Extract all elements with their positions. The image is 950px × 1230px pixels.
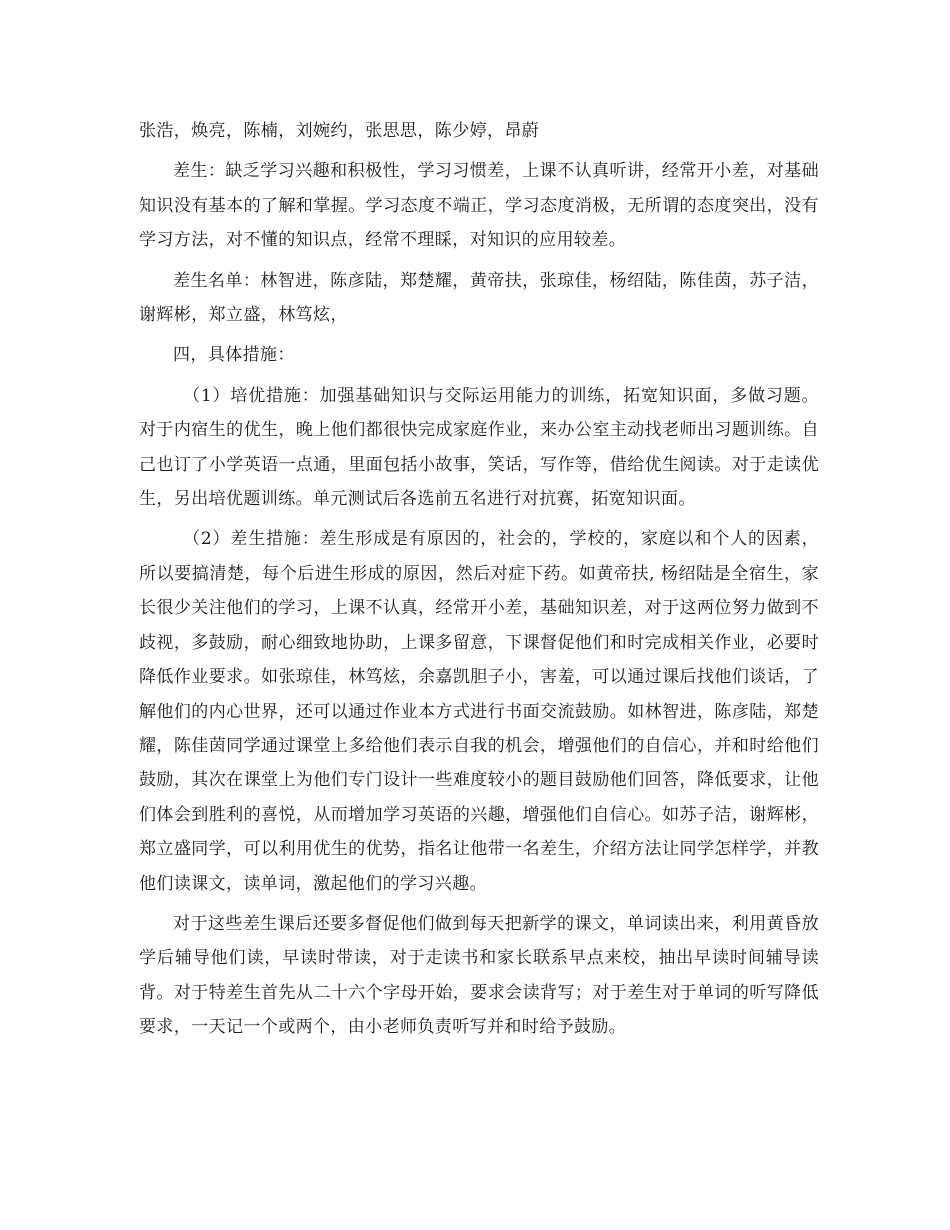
measure-top-students: （1）培优措施：加强基础知识与交际运用能力的训练，拓宽知识面，多做习题。对于内宿生的优生，晚上他们都很快完成家庭作业，来办公室主动找老师出习题训练。自己也订了小学英语一点通，里面包括小故事，笑话，写作等，借给优生阅读。对于走读优生，另出培优题训练。单元测试后各选前五名进行对抗赛，拓宽知识面。 <box>139 385 819 510</box>
poor-students-list: 差生名单：林智进，陈彦陆，郑楚耀，黄帝扶，张琼佳，杨绍陆，陈佳茵，苏子洁，谢辉彬，郑立盛，林笃炫， <box>139 270 819 326</box>
poor-students-description: 差生：缺乏学习兴趣和积极性，学习习惯差，上课不认真听讲，经常开小差，对基础知识没有基本的了解和掌握。学习态度不端正，学习态度消极，无所谓的态度突出，没有学习方法，对不懂的知识点，经常不理睬，对知识的应用较差。 <box>139 161 819 251</box>
section-heading: 四，具体措施： <box>173 345 295 366</box>
document-body <box>139 114 819 1045</box>
measure-poor-students: （2）差生措施：差生形成是有原因的，社会的，学校的，家庭以和个人的因素，所以要搞清楚，每个后进生形成的原因，然后对症下药。如黄帝扶, 杨绍陆是全宿生，家长很少关注他们的学习，上课不认真，经常开小差，基础知识差，对于这两位努力做到不歧视，多鼓励，耐心细致地协助，上课多留意，下课督促他们和时完成相关作业，必要时降低作业要求。如张琼佳，林笃炫，余嘉凯胆子小，害羞，可以通过课后找他们谈话，了解他们的内心世界，还可以通过作业本方式进行书面交流鼓励。如林智进，陈彦陆，郑楚耀，陈佳茵同学通过课堂上多给他们表示自我的机会，增强他们的自信心，并和时给他们鼓励，其次在课堂上为他们专门设计一些难度较小的题目鼓励他们回答，降低要求，让他们体会到胜利的喜悦，从而增加学习英语的兴趣，增强他们自信心。如苏子洁，谢辉彬，郑立盛同学，可以利用优生的优势，指名让他带一名差生，介绍方法让同学怎样学，并教他们读课文，读单词，激起他们的学习兴趣。 <box>139 529 819 894</box>
top-student-list: 张浩，焕亮，陈楠，刘婉约，张思思，陈少婷，昂蔚 <box>139 121 540 141</box>
after-class-paragraph: 对于这些差生课后还要多督促他们做到每天把新学的课文，单词读出来，利用黄昏放学后辅导他们读，早读时带读，对于走读书和家长联系早点来校，抽出早读时间辅导读背。对于特差生首先从二十六个字母开始，要求会读背写；对于差生对于单词的听写降低要求，一天记一个或两个，由小老师负责听写并和时给予鼓励。 <box>139 913 819 1038</box>
